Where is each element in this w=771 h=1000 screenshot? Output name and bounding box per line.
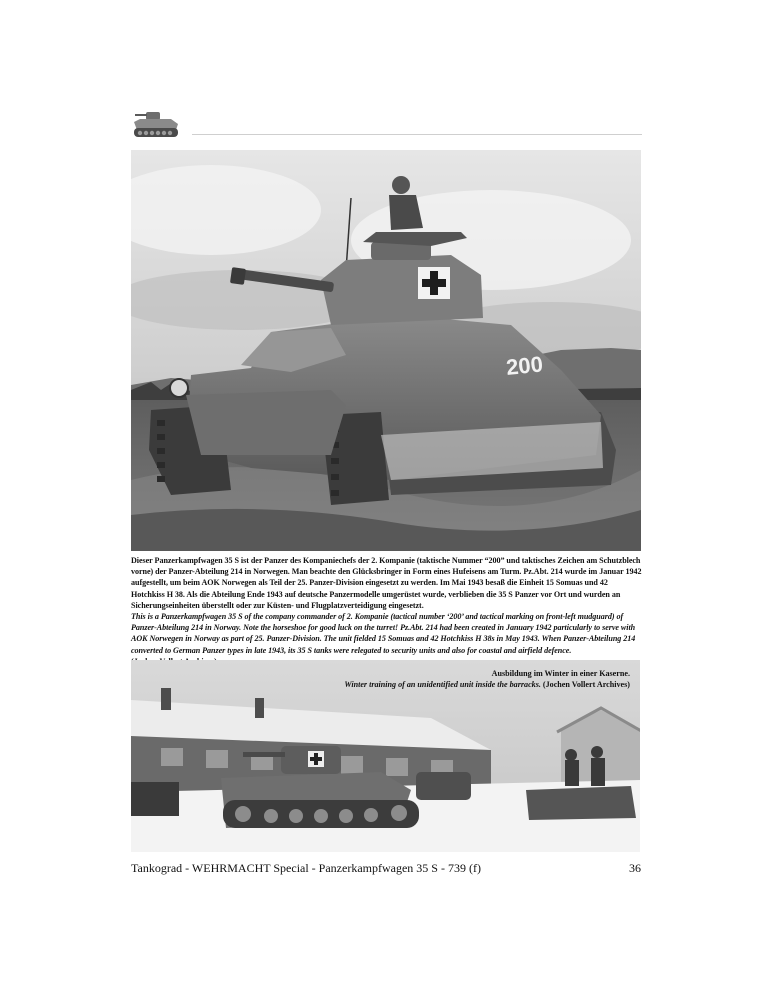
caption-english: This is a Panzerkampfwagen 35 S of the company commander of 2. Kompanie (tactical number ‘200’ and tactical marking on front-left mudguard) of Panzer-Abteilung 214 in Norway. Note the horseshoe for good luck on the turret! Pz.Abt. 214 had been created in January 1942 particularly to serve with AOK Norwegen in Norway as part of 25. Panzer-Division. The unit fielded 15 Somuas and 42 Hotchkiss H 38s in May 1943. When Panzer-Abteilung 214 converted to German Panzer types in late 1943, its 35 S tanks were relegated to security units and also for coastal and airfield defence. xyxy=(131,612,636,655)
main-photo-caption xyxy=(131,555,643,667)
caption2-english: Winter training of an unidentified unit inside the barracks. xyxy=(344,680,541,689)
caption2-german: Ausbildung im Winter in einer Kaserne. xyxy=(491,669,630,678)
main-photo xyxy=(131,150,641,551)
footer-title: Tankograd - WEHRMACHT Special - Panzerkampfwagen 35 S - 739 (f) xyxy=(131,861,481,875)
caption2-credit: (Jochen Vollert Archives) xyxy=(542,680,630,689)
page-number: 36 xyxy=(629,861,641,875)
caption-german: Dieser Panzerkampfwagen 35 S ist der Panzer des Kompaniechefs der 2. Kompanie (taktische Nummer “200” und taktisches Zeichen am Schutzblech vorne) der Panzer-Abteilung 214 in Norwegen. Man beachte den Glücksbringer in Form eines Hufeisens am Turm. Pz.Abt. 214 wurde im Januar 1942 aufgestellt, um beim AOK Norwegen als Teil der 25. Panzer-Division eingesetzt zu werden. Im Mai 1943 besaß die Einheit 15 Somuas und 42 Hotchkiss H 38. Als die Abteilung Ende 1943 auf deutsche Panzermodelle umgerüstet wurde, verblieben die 35 S Panzer vor Ort und wurden an Sicherungseinheiten überstellt oder zur Küsten- und Flugplatzverteidigung eingesetzt. xyxy=(131,556,642,610)
tactical-number: 200 xyxy=(504,351,545,380)
tank-logo-icon xyxy=(131,108,181,140)
second-photo-caption xyxy=(330,668,630,690)
header-rule xyxy=(192,134,642,135)
